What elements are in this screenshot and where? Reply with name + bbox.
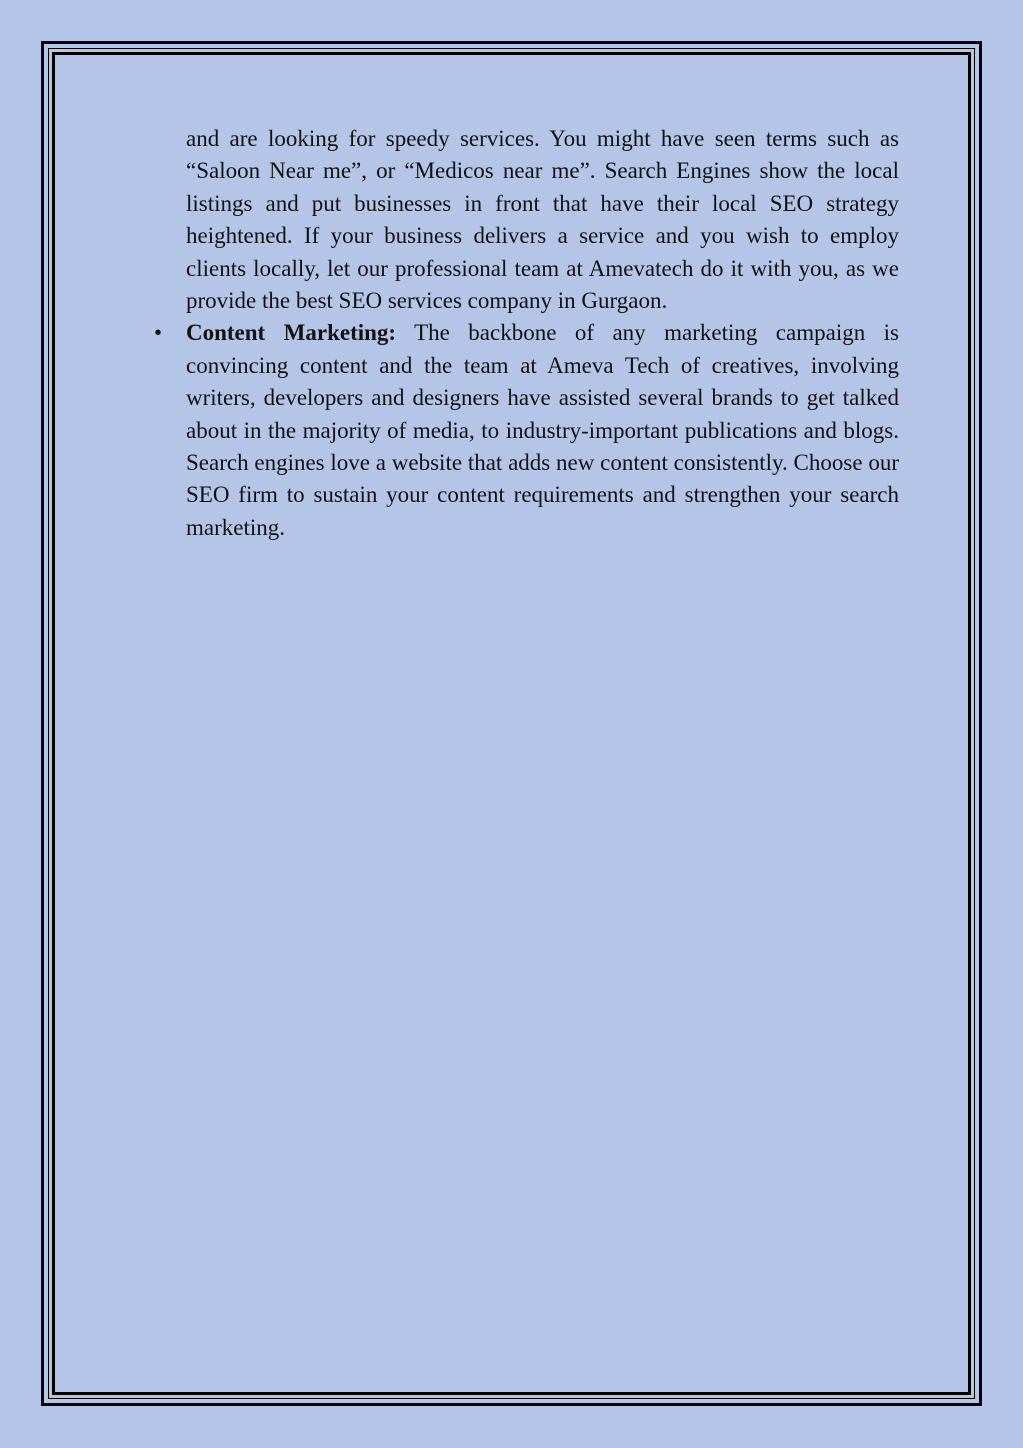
continuation-paragraph: and are looking for speedy services. You might have seen terms such as “Saloon Near me”, or “Medicos near me”. Search Engines show the local listings and put businesses in front that have their local SEO strategy heightened. If your business delivers a service and you wish to employ clients locally, let our professional team at Amevatech do it with you, as we provide the best SEO services company in Gurgaon. [186,126,899,314]
bullet-icon: • [154,320,163,346]
list-item-text: The backbone of any marketing campaign is convincing content and the team at Ameva Tech of creatives, involving writers, developers and designers have assisted several brands to get talked about in the majority of media, to industry-important publications and blogs. Search engines love a website that adds new content consistently. Choose our SEO firm to sustain your content requirements and strengthen your search marketing. [186,320,899,540]
document-body [154,123,899,544]
list-item-content-marketing [154,317,899,544]
list-item-label: Content Marketing: [186,320,397,346]
